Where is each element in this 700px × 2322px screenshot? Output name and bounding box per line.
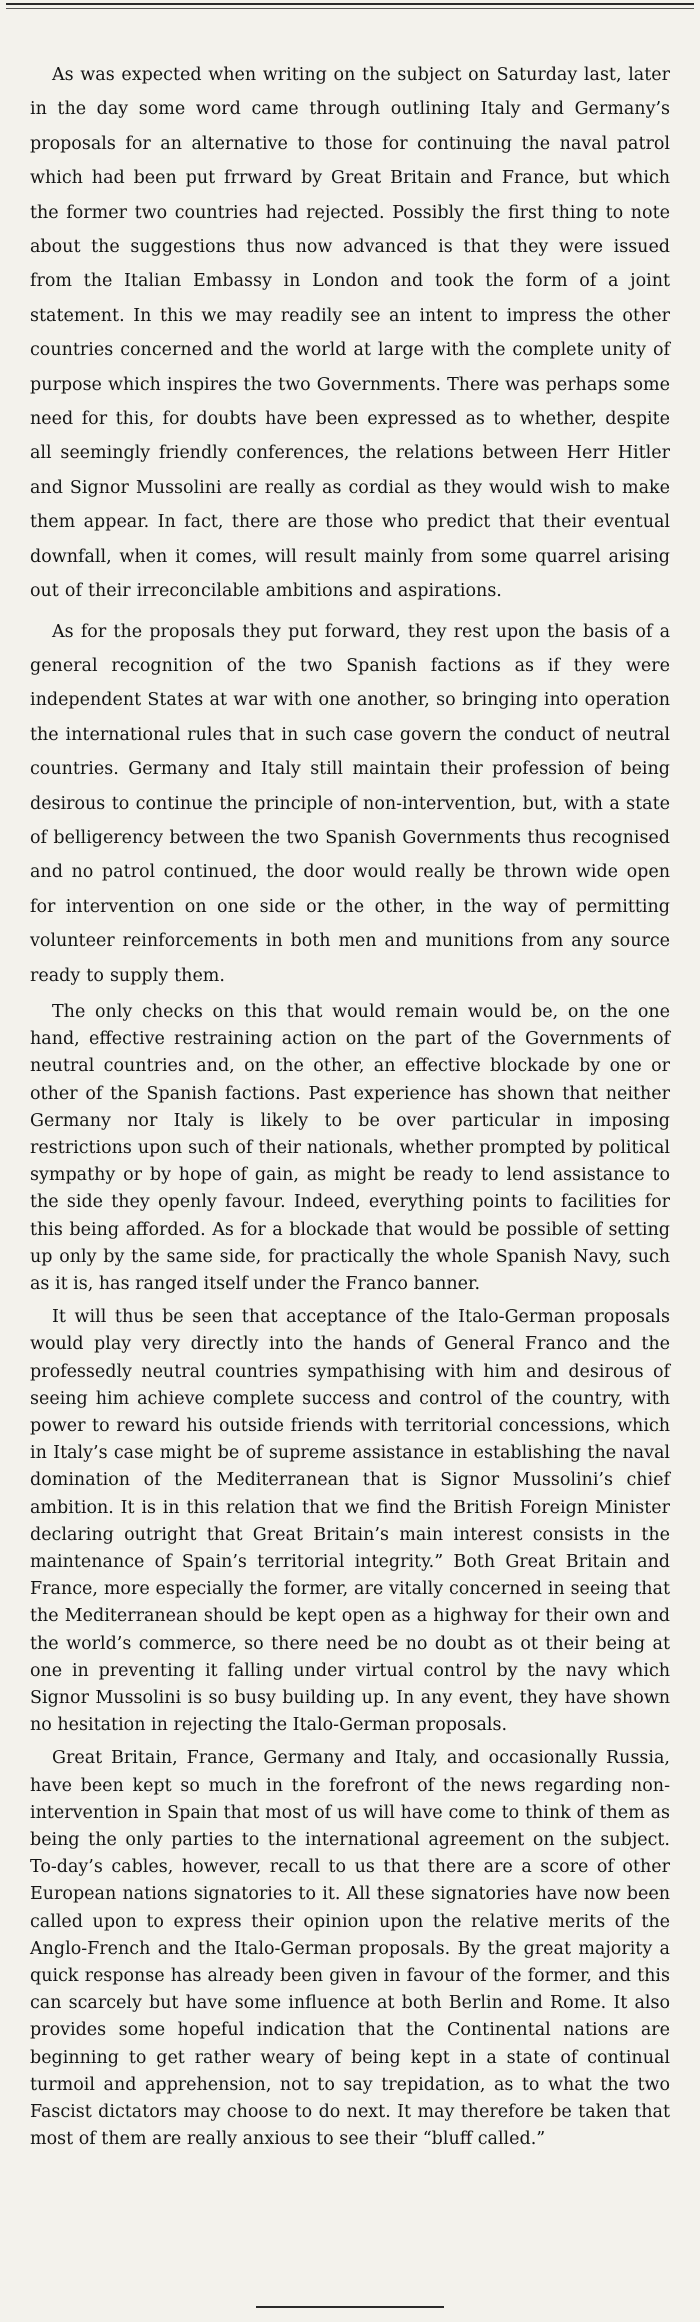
article-paragraph-4: It will thus be seen that acceptance of the Italo-German proposals would play very directly into the hands of General Franco and the professedly neutral countries sympathising with him and desirous of seeing him achieve complete success and control of the country, with power to reward his outside friends with territorial concessions, which in Italy’s case might be of supreme assistance in establishing the naval domination of the Mediterranean that is Signor Mussolini’s chief ambition. It is in this relation that we find the British Foreign Minister declaring outright that Great Britain’s main interest consists in the maintenance of Spain’s territorial integrity.” Both Great Britain and France, more especially the former, are vitally concerned in seeing that the Mediterranean should be kept open as a highway for their own and the world’s commerce, so there need be no doubt as ot their being at one in preventing it falling under virtual control by the navy which Signor Mussolini is so busy building up. In any event, they have shown no hesitation in rejecting the Italo-German proposals. [30,1307,670,1736]
top-rule [6,3,694,5]
top-rule-thin [6,8,694,9]
article-paragraph-3: The only checks on this that would remain would be, on the one hand, effective restraining action on the part of the Governments of neutral countries and, on the other, an effective blockade by one or other of the Spanish factions. Past experience has shown that neither Germany nor Italy is likely to be over particular in imposing restrictions upon such of their nationals, whether prompted by political sympathy or by hope of gain, as might be ready to lend assistance to the side they openly favour. Indeed, everything points to facilities for this being afforded. As for a blockade that would be possible of setting up only by the same side, for practically the whole Spanish Navy, such as it is, has ranged itself under the Franco banner. [30,1001,670,1294]
article-paragraph-5: Great Britain, France, Germany and Italy, and occasionally Russia, have been kept so much in the forefront of the news regarding non-intervention in Spain that most of us will have come to think of them as being the only parties to the international agreement on the subject. To-day’s cables, however, recall to us that there are a score of other European nations signatories to it. All these signatories have now been called upon to express their opinion upon the relative merits of the Anglo-French and the Italo-German proposals. By the great majority a quick response has already been given in favour of the former, and this can scarcely but have some influence at both Berlin and Rome. It also provides some hopeful indication that the Continental nations are beginning to get rather weary of being kept in a state of continual turmoil and apprehension, not to say trepidation, as to what the two Fascist dictators may choose to do next. It may therefore be taken that most of them are really anxious to see their “bluff called.” [30,1748,670,2150]
article-column [30,58,670,2160]
end-rule [256,2306,444,2308]
article-paragraph-1: As was expected when writing on the subject on Saturday last, later in the day some word came through outlining Italy and Germany’s proposals for an alternative to those for continuing the naval patrol which had been put frrward by Great Britain and France, but which the former two countries had rejected. Possibly the first thing to note about the suggestions thus now advanced is that they were issued from the Italian Embassy in London and took the form of a joint statement. In this we may readily see an intent to impress the other countries concerned and the world at large with the complete unity of purpose which inspires the two Governments. There was perhaps some need for this, for doubts have been expressed as to whether, despite all seemingly friendly conferences, the relations between Herr Hitler and Signor Mussolini are really as cordial as they would wish to make them appear. In fact, there are those who predict that their eventual downfall, when it comes, will result mainly from some quarrel arising out of their irreconcilable ambitions and aspirations. [30,65,670,602]
article-paragraph-2: As for the proposals they put forward, they rest upon the basis of a general recognition of the two Spanish factions as if they were independent States at war with one another, so bringing into operation the international rules that in such case govern the conduct of neutral countries. Germany and Italy still maintain their profession of being desirous to continue the principle of non-intervention, but, with a state of belligerency between the two Spanish Governments thus recognised and no patrol continued, the door would really be thrown wide open for intervention on one side or the other, in the way of permitting volunteer reinforcements in both men and munitions from any source ready to supply them. [30,621,670,986]
